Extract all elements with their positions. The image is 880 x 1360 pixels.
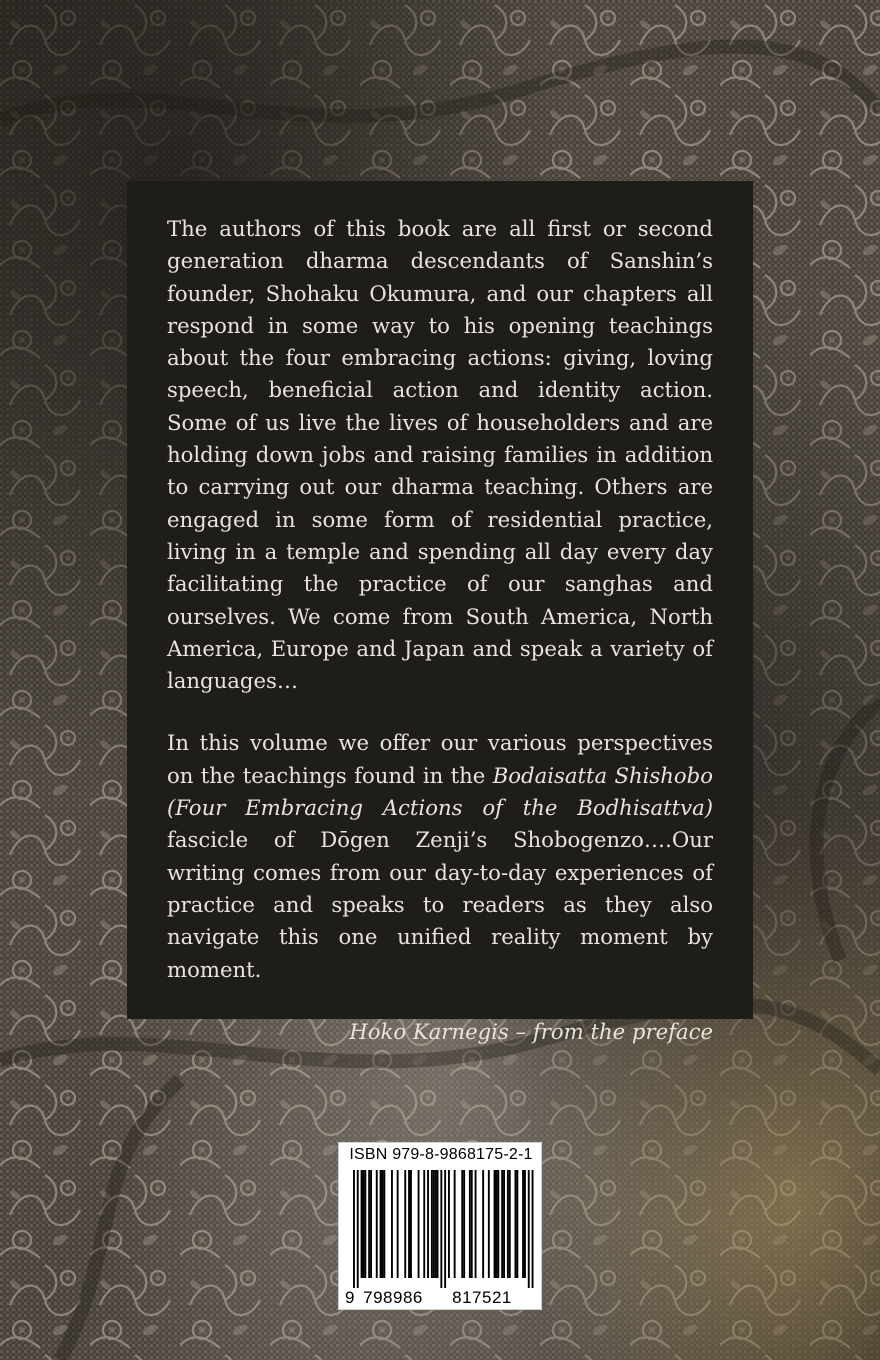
barcode-bar bbox=[433, 1170, 435, 1278]
barcode-bar bbox=[448, 1170, 450, 1278]
barcode-bar bbox=[431, 1170, 433, 1278]
barcode-bar bbox=[427, 1170, 429, 1278]
barcode-bar bbox=[391, 1170, 393, 1278]
barcode-bar bbox=[501, 1170, 503, 1278]
barcode-bar bbox=[516, 1170, 518, 1278]
barcode-bar bbox=[461, 1170, 463, 1278]
blurb-paragraph-2-end: fascicle of Dōgen Zenji’s Shobogenzo….Our writing comes from our day-to-day experiences of practice and speaks to readers as they also navigate this one unified reality moment by moment. bbox=[167, 827, 713, 982]
barcode-bar bbox=[482, 1170, 484, 1278]
barcode-bar bbox=[397, 1170, 399, 1278]
blurb-paragraph-1: The authors of this book are all first or second generation dharma descendants of Sanshin’s founder, Shohaku Okumura, and our chapters all respond in some way to his opening teachings about the four embracing actions: giving, loving speech, beneficial action and identity action. Some of us live the lives of householders and are holding down jobs and raising families in addition to carrying out our dharma teaching. Others are engaged in some form of residential practice, living in a temple and spending all day every day facilitating the practice of our sanghas and ourselves. We come from South America, North America, Europe and Japan and speak a variety of languages… bbox=[167, 216, 713, 694]
barcode-digits-right: 817521 bbox=[452, 1288, 512, 1307]
blurb-paragraph-2-start: In this volume we offer our various perspectives on the teachings found in the bbox=[167, 730, 713, 788]
barcode-bar bbox=[383, 1170, 385, 1278]
barcode-bar bbox=[444, 1170, 446, 1288]
barcode-bar bbox=[524, 1170, 526, 1278]
barcode-bar bbox=[515, 1170, 517, 1278]
fascicle-title: Bodaisatta Shishobo (Four Embracing Actions of the Bodhisattva) bbox=[167, 762, 714, 821]
barcode-bar bbox=[376, 1170, 378, 1278]
barcode-bar bbox=[435, 1170, 437, 1278]
barcode-bars bbox=[353, 1170, 534, 1288]
barcode-bar bbox=[368, 1170, 370, 1278]
barcode-bar bbox=[440, 1170, 442, 1288]
barcode-bar bbox=[380, 1170, 382, 1278]
barcode-bar bbox=[469, 1170, 471, 1278]
barcode-bar bbox=[410, 1170, 412, 1278]
barcode-bar bbox=[509, 1170, 511, 1278]
barcode-bar bbox=[454, 1170, 456, 1278]
blurb-paragraph-2 bbox=[167, 727, 713, 985]
barcode-digits-left: 798986 bbox=[363, 1288, 423, 1307]
isbn-barcode bbox=[338, 1142, 542, 1310]
barcode-bar bbox=[488, 1170, 490, 1278]
preface-attribution: Hoko Karnegis – from the preface bbox=[349, 1018, 713, 1044]
barcode-bar bbox=[437, 1170, 439, 1278]
barcode-bar bbox=[357, 1170, 359, 1288]
barcode-bar bbox=[507, 1170, 509, 1278]
barcode-bar bbox=[408, 1170, 410, 1278]
barcode-bar bbox=[496, 1170, 498, 1278]
barcode-bar bbox=[353, 1170, 355, 1288]
barcode-bar bbox=[463, 1170, 465, 1278]
barcode-bar bbox=[522, 1170, 524, 1278]
barcode-bar bbox=[494, 1170, 496, 1278]
barcode-bar bbox=[503, 1170, 505, 1278]
barcode-bar bbox=[528, 1170, 530, 1288]
barcode-bar bbox=[404, 1170, 406, 1278]
barcode-bar bbox=[361, 1170, 363, 1278]
barcode-bar bbox=[363, 1170, 365, 1278]
barcode-bar bbox=[532, 1170, 534, 1288]
barcode-bar bbox=[364, 1170, 366, 1278]
barcode-bar bbox=[423, 1170, 425, 1278]
barcode-digit-prefix: 9 bbox=[345, 1288, 355, 1307]
barcode-bar bbox=[471, 1170, 473, 1278]
barcode-graphic bbox=[339, 1168, 543, 1310]
barcode-bar bbox=[475, 1170, 477, 1278]
barcode-bar bbox=[418, 1170, 420, 1278]
blurb-panel bbox=[127, 181, 753, 1044]
isbn-label: ISBN 979-8-9868175-2-1 bbox=[349, 1146, 533, 1163]
barcode-bar bbox=[370, 1170, 372, 1278]
barcode-bar bbox=[382, 1170, 384, 1278]
barcode-bar bbox=[497, 1170, 499, 1278]
